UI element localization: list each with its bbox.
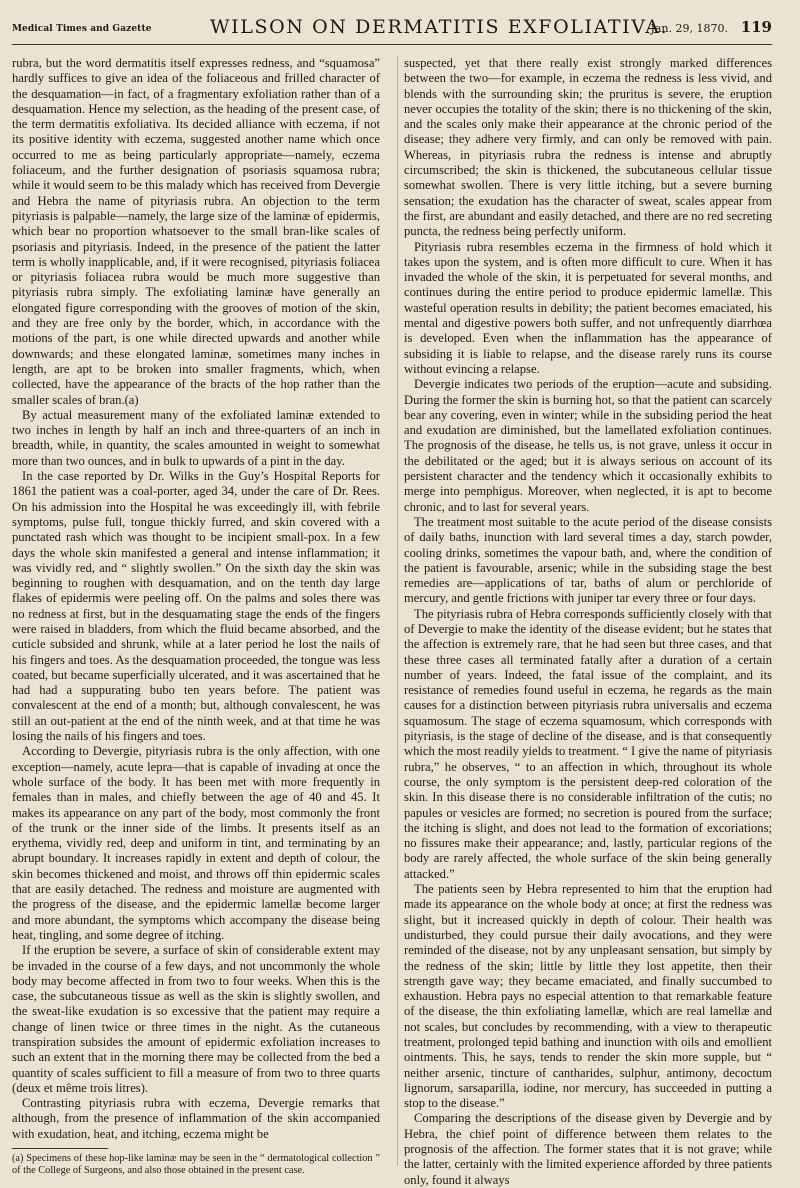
running-header — [12, 14, 772, 45]
text-columns — [12, 56, 772, 1187]
paragraph: In the case reported by Dr. Wilks in the Guy’s Hospital Reports for 1861 the patient was a coal-porter, aged 34, under the care of Dr. Rees. On his admission into the Hospital he was exceedingly ill, with febrile symptoms, pulse full, tongue thickly furred, and skin covered with a punctated rash which was thought to be incipient small-pox. In a few days the whole skin manifested a general and intense inflammation; it was vividly red, and “ slightly swollen.” On the sixth day the skin was beginning to roughen with desquamation, and on the tenth day large flakes of epidermis were peeling off. On the palms and soles there was no redness at first, but in the desquamating stage the ends of the fingers were raised in bladders, from which the fluid became absorbed, and the cuticle subsided and shrunk, while at a later period he lost the nails of his fingers and toes. As the desquamation proceeded, the tongue was less coated, but became superficially ulcerated, and it was ascertained that he had had a suppurating bubo ten years before. The patient was convalescent at the end of a month; but, although convalescent, he was still an out-patient at the end of the ninth week, and at that time he was losing the nails of his fingers and toes. — [12, 469, 380, 744]
issue-date: Jan. 29, 1870. — [650, 22, 728, 35]
paragraph: rubra, but the word dermatitis itself expresses redness, and “squamosa” hardly suffices to give an idea of the foliaceous and frilled character of the desquamation—in fact, of a fragmentary exfoliation rather than of a desquamation. Hence my selection, as the heading of the present case, of the term dermatitis exfoliativa. Its decided alliance with eczema, if not its positive identity with eczema, suggested another name which once occurred to me as being particularly appropriate—namely, eczema foliaceum, and the further designation of psoriasis squamosa rubra; while it would seem to be this malady which has received from Devergie and Hebra the name of pityriasis rubra. An objection to the term pityriasis is palpable—namely, the large size of the laminæ of epidermis, which bear no proportion whatsoever to the small bran-like scales of psoriasis and pityriasis. Indeed, in the presence of the patient the latter term is wholly inapplicable, and, if it were recognised, pityriasis foliacea or pityriasis foliacea rubra would be much more suggestive than pityriasis rubra simply. The exfoliating laminæ have generally an elongated figure corresponding with the grooves of motion of the skin, and they are free only by the border, which, in accordance with the motions of the part, is one while directed upwards and another while downwards; and these elongated laminæ, sometimes many inches in length, are apt to be broken into smaller fragments, which, when collected, have the appearance of the bracts of the hop rather than the smaller scales of bran.(a) — [12, 56, 380, 407]
paragraph: The pityriasis rubra of Hebra corresponds sufficiently closely with that of Devergie to make the identity of the disease evident; but he states that the affection is extremely rare, that he had seen but three cases, and that these three cases all terminated fatally after a duration of a certain number of years. Indeed, the fatal issue of the complaint, and its resistance of remedies found useful in eczema, he regards as the main causes for a distinction between pityriasis rubra universalis and eczema squamosum. The stage of eczema squamosum, which corresponds with pityriasis, is the stage of decline of the disease, and is that consequently which the most readily yields to treatment. “ I give the name of pityriasis rubra,” he observes, “ to an affection in which, throughout its whole course, the only symptom is the persistent deep-red coloration of the skin. In this disease there is no considerable infiltration of the cutis; no papules or vesicles are formed; no secretion is poured from the surface; the itching is slight, and does not lead to the formation of excoriations; no fissures make their appearance; and, lastly, particular regions of the body are rarely affected, the whole surface of the skin being generally attacked.” — [404, 606, 772, 881]
paragraph: suspected, yet that there really exist strongly marked differences between the two—for example, in eczema the redness is less vivid, and blends with the surrounding skin; the pruritus is severe, the eruption never occupies the totality of the skin; there is no thickening of the skin, and the scales only make their appearance at the chronic period of the disease; they adhere very firmly, and can only be removed with pain. Whereas, in pityriasis rubra the redness is intense and abruptly circumscribed; the skin is thickened, the subcutaneous cellular tissue somewhat swollen. There is very little itching, but a severe burning sensation; the exudation has the character of sweat, scales appear from the first, are abundant and easily detached, and there are no red secreting puncta, the redness being perfectly uniform. — [404, 56, 772, 239]
right-column — [404, 56, 772, 1187]
footnote: (a) Specimens of these hop-like laminæ may be seen in the “ dermatological collection ” of the College of Surgeons, and also those obtained in the present case. — [12, 1153, 380, 1176]
footnote-rule — [12, 1148, 108, 1149]
paragraph: Comparing the descriptions of the disease given by Devergie and by Hebra, the chief point of difference between them relates to the prognosis of the affection. The former states that it is not grave; while the latter, certainly with the limited experience afforded by three patients only, found it always — [404, 1111, 772, 1187]
paragraph: Contrasting pityriasis rubra with eczema, Devergie remarks that although, from the presence of inflammation of the skin accompanied with exudation, heat, and itching, eczema might be — [12, 1096, 380, 1141]
page-number: 119 — [740, 18, 772, 36]
left-column — [12, 56, 380, 1176]
article-title: WILSON ON DERMATITIS EXFOLIATIVA. — [210, 16, 669, 38]
paragraph: Devergie indicates two periods of the eruption—acute and subsiding. During the former the skin is burning hot, so that the patient can scarcely bear any covering, even in winter; while in the subsiding period the heat and exudation are diminished, but the lamellated exfoliation continues. The prognosis of the disease, he tells us, is not grave, unless it occur in the debilitated or the aged; but it is always serious on account of its persistent character and the tendency which it occasionally exhibits to merge into pemphigus. Moreover, when neglected, it is apt to become chronic, and to last for several years. — [404, 377, 772, 514]
paragraph: The treatment most suitable to the acute period of the disease consists of daily baths, inunction with lard several times a day, starch powder, cooling drinks, sometimes the vapour bath, and, where the condition of the patient is favourable, arsenic; while in the subsiding stage the best remedies are—applications of tar, baths of alum or perchloride of mercury, and gentle frictions with juniper tar every three or four days. — [404, 514, 772, 606]
paragraph: According to Devergie, pityriasis rubra is the only affection, with one exception—namely, acute lepra—that is capable of invading at once the whole surface of the body. It has been met with more frequently in females than in males, and chiefly between the age of 40 and 45. It makes its appearance on any part of the body, most commonly the front of the trunk or the inner side of the limbs. It presents itself as an erythema, vividly red, deep and uniform in tint, and terminating by an abrupt boundary. It increases rapidly in extent and depth of colour, the skin becomes thickened and moist, and throws off thin epidermic scales that are easily detached. The redness and moisture are augmented with the progress of the disease, and the epidermic lamellæ become larger and more abundant, the symptoms which accompany the disease being heat, tingling, and some degree of itching. — [12, 744, 380, 942]
paragraph: The patients seen by Hebra represented to him that the eruption had made its appearance on the whole body at once; at first the redness was slight, but it increased quickly in depth of colour. Their health was undisturbed, they could pursue their daily avocations, and they were reminded of the disease, not by any unpleasant sensation, but simply by the redness of the skin; little by little they lost appetite, then their strength gave way; they became emaciated, and finally succumbed to exhaustion. Hebra pays no especial attention to that remarkable feature of the disease, the thin exfoliating lamellæ, which are real lamellæ and not scales, but concludes by recommending, with a view to therapeutic treatment, prolonged tepid bathing and inunction with oils and emollient ointments. This, he says, tends to render the skin more supple, but “ neither arsenic, tincture of cantharides, sulphur, antimony, decoctum lignorum, sarsaparilla, iodine, nor mercury, has succeeded in putting a stop to the disease.” — [404, 882, 772, 1111]
journal-name: Medical Times and Gazette — [12, 24, 152, 34]
paragraph: If the eruption be severe, a surface of skin of considerable extent may be invaded in the course of a few days, and not uncommonly the whole body may become affected in from two to four weeks. When this is the case, the subcutaneous tissue as well as the skin is slightly swollen, and the sweat-like exudation is so excessive that the patient may require a change of linen twice or three times in the night. As the cutaneous transpiration subsides the amount of epidermic exfoliation increases to such an extent that in the morning there may be collected from the bed a quantity of scales sufficient to fill a measure of from two to three quarts (deux et même trois litres). — [12, 943, 380, 1095]
paragraph: Pityriasis rubra resembles eczema in the firmness of hold which it takes upon the system, and is often more difficult to cure. When it has invaded the whole of the skin, it is perpetuated for several months, and continues during the entire period to produce epidermic lamellæ. This wasteful operation results in debility; the patient becomes emaciated, his mental and digestive powers both suffer, and not unfrequently diarrhœa is developed. Even when the inflammation has the appearance of subsiding it is liable to relapse, and the disease rarely runs its course without evincing a relapse. — [404, 239, 772, 376]
paragraph: By actual measurement many of the exfoliated laminæ extended to two inches in length by half an inch and three-quarters of an inch in breadth, while, in quantity, the scales amounted in weight to somewhat more than two ounces, and in bulk to upwards of a pint in the day. — [12, 407, 380, 468]
